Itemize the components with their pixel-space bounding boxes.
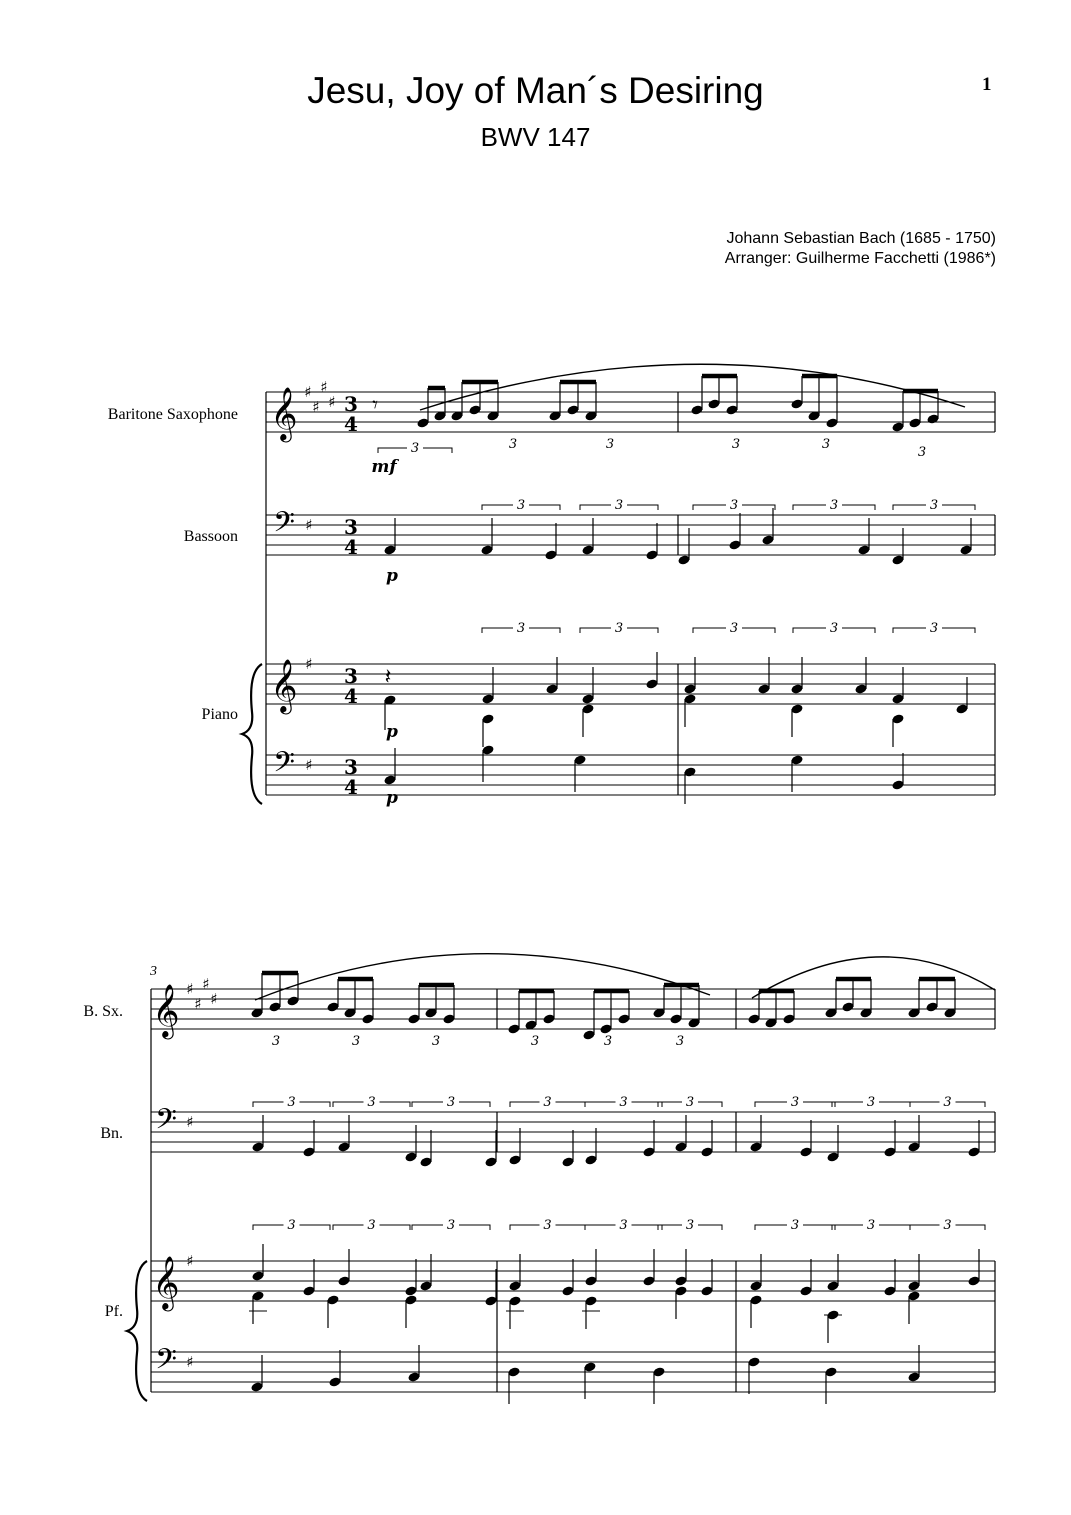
sharp-icon: ♯ bbox=[186, 1252, 194, 1270]
tuplet-number: 3 bbox=[271, 1034, 281, 1049]
piano-brace bbox=[127, 1261, 147, 1401]
time-signature-unit: 4 bbox=[344, 535, 358, 559]
tuplet-number: 3 bbox=[943, 1095, 952, 1110]
tuplet-number: 3 bbox=[605, 437, 615, 452]
treble-clef-icon: 𝄞 bbox=[270, 386, 298, 440]
tuplet-number: 3 bbox=[829, 621, 839, 636]
label-short-piano: Pf. bbox=[104, 1303, 123, 1320]
dynamic-p: p bbox=[386, 566, 398, 586]
treble-clef-icon: 𝄞 bbox=[152, 983, 180, 1037]
tuplet-number: 3 bbox=[614, 621, 624, 636]
piano-brace bbox=[242, 664, 262, 804]
eighth-rest-icon: 𝄾 bbox=[372, 393, 378, 418]
tuplet-number: 3 bbox=[446, 1095, 456, 1110]
sharp-icon: ♯ bbox=[202, 975, 210, 993]
tuplet-number: 3 bbox=[530, 1034, 540, 1049]
sharp-icon: ♯ bbox=[328, 393, 336, 411]
tuplet-number: 3 bbox=[943, 1218, 952, 1233]
sharp-icon: ♯ bbox=[186, 1353, 194, 1371]
label-bassoon: Bassoon bbox=[183, 528, 238, 545]
sharp-icon: ♯ bbox=[210, 990, 218, 1008]
tuplet-number: 3 bbox=[729, 498, 739, 513]
sharp-icon: ♯ bbox=[305, 516, 313, 534]
label-short-sax: B. Sx. bbox=[83, 1003, 123, 1020]
bass-clef-icon: 𝄢 bbox=[273, 506, 295, 546]
tuplet-number: 3 bbox=[614, 498, 624, 513]
tuplet-number: 3 bbox=[866, 1218, 876, 1233]
tuplet-number: 3 bbox=[287, 1218, 296, 1233]
tuplet-number: 3 bbox=[917, 445, 927, 460]
tuplet-number: 3 bbox=[685, 1095, 695, 1110]
phrase-slur bbox=[255, 954, 710, 1000]
treble-clef-icon: 𝄞 bbox=[270, 658, 298, 712]
tuplet-number: 3 bbox=[821, 437, 831, 452]
tuplet-number: 3 bbox=[603, 1034, 613, 1049]
label-short-bassoon: Bn. bbox=[100, 1125, 123, 1142]
phrase-slur bbox=[420, 364, 965, 410]
composer-credit: Johann Sebastian Bach (1685 - 1750) bbox=[726, 230, 996, 247]
tuplet-number: 3 bbox=[866, 1095, 876, 1110]
tuplet-number: 3 bbox=[685, 1218, 695, 1233]
tuplet-number: 3 bbox=[731, 437, 741, 452]
time-signature-beats: 3 bbox=[344, 515, 358, 539]
tuplet-number: 3 bbox=[929, 621, 939, 636]
time-signature-beats: 3 bbox=[344, 664, 358, 688]
bass-clef-icon: 𝄢 bbox=[273, 746, 295, 786]
tuplet-number: 3 bbox=[543, 1095, 552, 1110]
time-signature-unit: 4 bbox=[344, 775, 358, 799]
sharp-icon: ♯ bbox=[186, 1113, 194, 1131]
sharp-icon: ♯ bbox=[186, 980, 194, 998]
measure-number: 3 bbox=[150, 964, 157, 979]
tuplet-number: 3 bbox=[410, 441, 420, 456]
tuplet-number: 3 bbox=[790, 1218, 800, 1233]
sharp-icon: ♯ bbox=[194, 995, 202, 1013]
bass-clef-icon: 𝄢 bbox=[155, 1103, 177, 1143]
tuplet-number: 3 bbox=[351, 1034, 361, 1049]
sharp-icon: ♯ bbox=[320, 378, 328, 396]
tuplet-number: 3 bbox=[367, 1095, 376, 1110]
treble-clef-icon: 𝄞 bbox=[152, 1255, 180, 1309]
tuplet-number: 3 bbox=[508, 437, 518, 452]
sharp-icon: ♯ bbox=[304, 383, 312, 401]
tuplet-number: 3 bbox=[829, 498, 839, 513]
tuplet-number: 3 bbox=[516, 498, 526, 513]
sharp-icon: ♯ bbox=[305, 756, 313, 774]
sharp-icon: ♯ bbox=[312, 398, 320, 416]
dynamic-mf: mf bbox=[371, 457, 397, 477]
tuplet-number: 3 bbox=[675, 1034, 685, 1049]
quarter-rest-icon: 𝄽 bbox=[384, 665, 392, 690]
label-piano: Piano bbox=[201, 706, 238, 723]
music-notation bbox=[127, 364, 995, 1404]
score-title: Jesu, Joy of Man´s Desiring bbox=[307, 70, 764, 111]
time-signature-unit: 4 bbox=[344, 684, 358, 708]
tuplet-number: 3 bbox=[367, 1218, 376, 1233]
arranger-credit: Arranger: Guilherme Facchetti (1986*) bbox=[724, 250, 996, 267]
bass-clef-icon: 𝄢 bbox=[155, 1343, 177, 1383]
time-signature-beats: 3 bbox=[344, 392, 358, 416]
tuplet-number: 3 bbox=[619, 1218, 628, 1233]
tuplet-number: 3 bbox=[543, 1218, 552, 1233]
tuplet-number: 3 bbox=[619, 1095, 628, 1110]
time-signature-unit: 4 bbox=[344, 412, 358, 436]
dynamic-p: p bbox=[386, 788, 398, 808]
tuplet-number: 3 bbox=[729, 621, 739, 636]
tuplet-number: 3 bbox=[287, 1095, 296, 1110]
score-subtitle: BWV 147 bbox=[480, 122, 591, 152]
dynamic-p: p bbox=[386, 722, 398, 742]
sharp-icon: ♯ bbox=[305, 655, 313, 673]
time-signature-beats: 3 bbox=[344, 755, 358, 779]
tuplet-number: 3 bbox=[446, 1218, 456, 1233]
tuplet-number: 3 bbox=[790, 1095, 800, 1110]
tuplet-number: 3 bbox=[516, 621, 526, 636]
tuplet-number: 3 bbox=[929, 498, 939, 513]
tuplet-number: 3 bbox=[431, 1034, 441, 1049]
page-number: 1 bbox=[982, 74, 992, 95]
label-baritone-saxophone: Baritone Saxophone bbox=[107, 406, 238, 423]
